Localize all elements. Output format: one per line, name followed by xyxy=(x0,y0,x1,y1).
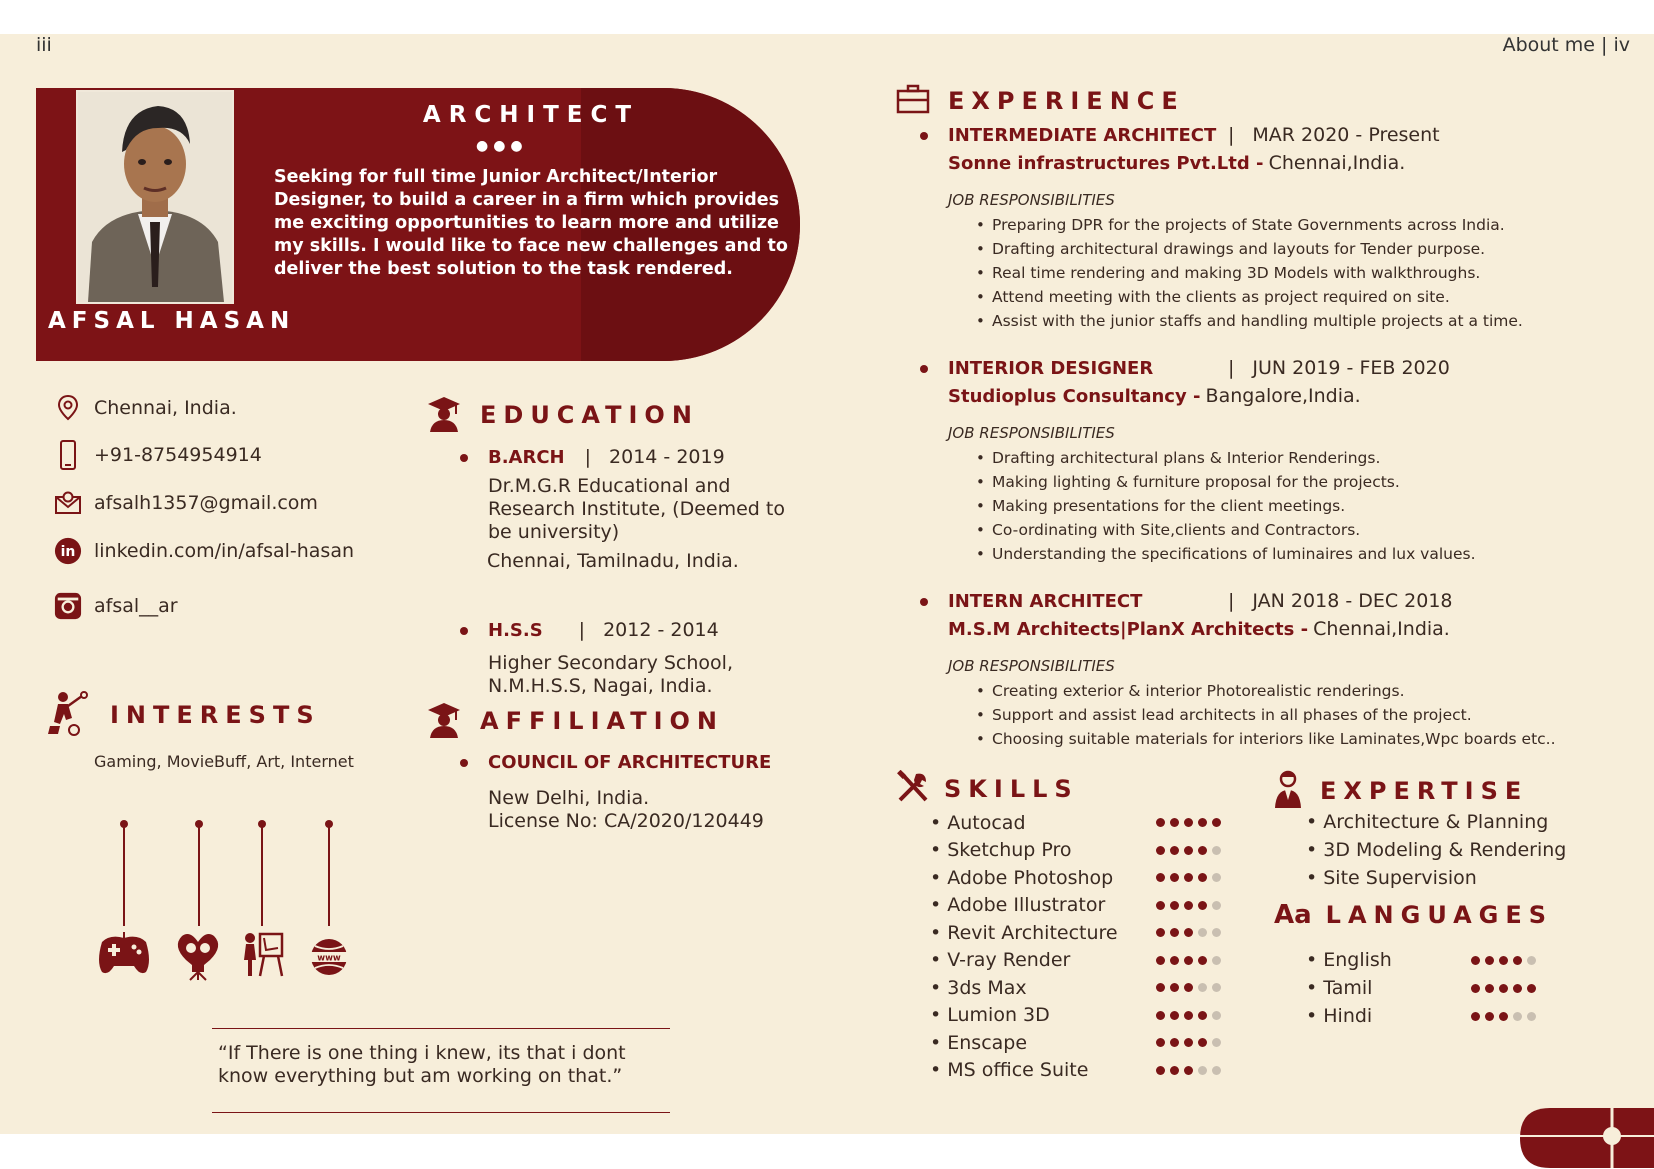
list-item: • Assist with the junior staffs and handling multiple projects at a time. xyxy=(976,309,1620,333)
page-number-left: iii xyxy=(36,34,52,56)
job-responsibilities-label: JOB RESPONSIBILITIES xyxy=(948,424,1115,442)
expertise-heading-text: EXPERTISE xyxy=(1320,777,1529,805)
rating-row xyxy=(930,947,1221,975)
rating-dot-filled xyxy=(1156,1011,1165,1020)
rating-dot-filled xyxy=(1471,956,1480,965)
profile-photo xyxy=(76,90,234,304)
degree-years: 2012 - 2014 xyxy=(603,619,719,641)
rating-row xyxy=(1306,946,1536,974)
rating-dots xyxy=(1156,846,1221,855)
instagram-icon xyxy=(54,592,82,620)
job-responsibilities-list xyxy=(976,213,1620,333)
bullet xyxy=(920,598,928,606)
separator: | xyxy=(584,446,592,468)
rating-label: • Enscape xyxy=(930,1031,1028,1054)
rating-dots xyxy=(1156,901,1221,910)
briefcase-icon xyxy=(896,84,930,118)
education-heading xyxy=(426,394,699,436)
rating-dot-filled xyxy=(1485,956,1494,965)
contact-location-text: Chennai, India. xyxy=(94,397,237,419)
job-responsibilities-list xyxy=(976,679,1620,751)
rating-row xyxy=(1306,974,1536,1002)
rating-row xyxy=(930,809,1221,837)
personal-quote: “If There is one thing i knew, its that i dont know everything but am working on that.” xyxy=(218,1042,626,1087)
profile-photo-illustration xyxy=(78,92,232,302)
svg-text:in: in xyxy=(60,544,76,561)
rating-dot-empty xyxy=(1212,928,1221,937)
rating-dot-filled xyxy=(1198,901,1207,910)
rating-dots xyxy=(1471,984,1536,993)
interests-icons-graphic xyxy=(80,820,380,996)
header-banner xyxy=(36,88,800,361)
resume-page xyxy=(0,34,1654,1134)
rating-dot-empty xyxy=(1527,956,1536,965)
rating-row xyxy=(930,864,1221,892)
affiliation-place: New Delhi, India. xyxy=(488,787,650,809)
degree-years: 2014 - 2019 xyxy=(609,446,725,468)
rating-dots xyxy=(1471,956,1536,965)
languages-list xyxy=(1306,946,1536,1030)
rating-dot-filled xyxy=(1184,1066,1193,1075)
rating-dot-empty xyxy=(1212,846,1221,855)
affiliation-item xyxy=(460,752,800,833)
rating-dot-empty xyxy=(1212,1038,1221,1047)
rating-row xyxy=(930,974,1221,1002)
rating-dot-filled xyxy=(1170,1011,1179,1020)
rating-row xyxy=(930,1029,1221,1057)
graduation-cap-icon xyxy=(426,394,462,436)
location-pin-icon xyxy=(54,394,82,422)
school-place: Chennai, Tamilnadu, India. xyxy=(487,550,739,572)
list-item: • Drafting architectural plans & Interior Renderings. xyxy=(976,446,1620,470)
quote-rule-top xyxy=(212,1028,670,1029)
job-responsibilities-label: JOB RESPONSIBILITIES xyxy=(948,191,1115,209)
rating-dot-filled xyxy=(1170,956,1179,965)
interests-list: Gaming, MovieBuff, Art, Internet xyxy=(94,752,354,771)
company-location: Bangalore,India. xyxy=(1205,385,1361,407)
rating-dot-empty xyxy=(1212,873,1221,882)
rating-label: • Lumion 3D xyxy=(930,1004,1050,1027)
interests-heading-text: INTERESTS xyxy=(110,701,321,729)
contact-email[interactable] xyxy=(54,489,318,517)
job-title: INTERN ARCHITECT xyxy=(948,591,1143,612)
contact-linkedin-text[interactable]: linkedin.com/in/afsal-hasan xyxy=(94,540,355,562)
expertise-heading xyxy=(1274,770,1528,812)
expertise-list xyxy=(1306,808,1566,892)
list-item: • Architecture & Planning xyxy=(1306,811,1549,833)
rating-label: • Revit Architecture xyxy=(930,921,1118,944)
rating-label: • Tamil xyxy=(1306,977,1373,999)
rating-dot-filled xyxy=(1184,956,1193,965)
rating-dot-filled xyxy=(1170,1038,1179,1047)
interests-heading xyxy=(46,690,321,740)
rating-dot-filled xyxy=(1513,956,1522,965)
separator: | xyxy=(1228,124,1235,146)
rating-dots xyxy=(1156,1011,1221,1020)
school-name: Dr.M.G.R Educational and Research Institute, (Deemed to be university) xyxy=(488,475,785,543)
page-number-right: About me | iv xyxy=(1502,34,1630,56)
education-item-barch xyxy=(460,446,800,573)
job-responsibilities-label: JOB RESPONSIBILITIES xyxy=(948,657,1115,675)
rating-dot-filled xyxy=(1485,984,1494,993)
career-objective: Seeking for full time Junior Architect/Interior Designer, to build a career in a firm which provides me exciting opportunities to learn more and utilize my skills. I would like to face new challenges and to deliver the best solution to the task rendered. xyxy=(274,167,788,279)
rating-label: • 3ds Max xyxy=(930,976,1027,999)
rating-dot-filled xyxy=(1184,983,1193,992)
company-location: Chennai,India. xyxy=(1268,152,1406,174)
quote-rule-bottom xyxy=(212,1112,670,1113)
rating-dot-filled xyxy=(1212,818,1221,827)
rating-dots xyxy=(1156,928,1221,937)
rating-label: • Sketchup Pro xyxy=(930,839,1072,862)
rating-label: • Hindi xyxy=(1306,1005,1373,1027)
rating-dot-filled xyxy=(1198,1038,1207,1047)
list-item: • Co-ordinating with Site,clients and Contractors. xyxy=(976,518,1620,542)
www-globe-icon xyxy=(310,939,348,975)
rating-dot-filled xyxy=(1198,873,1207,882)
rating-dot-empty xyxy=(1212,956,1221,965)
job-responsibilities-list xyxy=(976,446,1620,566)
experience-job-3 xyxy=(920,590,1620,751)
list-item: • Support and assist lead architects in all phases of the project. xyxy=(976,703,1620,727)
rating-dot-empty xyxy=(1212,901,1221,910)
rating-dot-filled xyxy=(1184,901,1193,910)
bullet xyxy=(460,627,468,635)
rating-dot-empty xyxy=(1198,983,1207,992)
job-title: INTERMEDIATE ARCHITECT xyxy=(948,125,1217,146)
languages-heading xyxy=(1274,900,1553,930)
movie-camera-icon xyxy=(178,934,218,980)
rating-row xyxy=(930,1057,1221,1085)
rating-dot-empty xyxy=(1198,928,1207,937)
rating-dot-filled xyxy=(1156,983,1165,992)
sports-person-icon xyxy=(46,690,90,740)
job-dates: JAN 2018 - DEC 2018 xyxy=(1252,590,1453,612)
experience-heading-text: EXPERIENCE xyxy=(948,87,1185,115)
rating-dot-filled xyxy=(1198,1011,1207,1020)
rating-row xyxy=(930,837,1221,865)
rating-dot-filled xyxy=(1156,873,1165,882)
list-item: • 3D Modeling & Rendering xyxy=(1306,839,1567,861)
corner-decoration xyxy=(1520,1104,1654,1168)
rating-dot-filled xyxy=(1527,984,1536,993)
list-item: • Attend meeting with the clients as project required on site. xyxy=(976,285,1620,309)
rating-label: • MS office Suite xyxy=(930,1059,1089,1082)
education-item-hss xyxy=(460,619,800,698)
list-item: • Drafting architectural drawings and layouts for Tender purpose. xyxy=(976,237,1620,261)
rating-label: • English xyxy=(1306,949,1392,971)
role-decoration-dots: ●●● xyxy=(476,138,528,154)
rating-dot-filled xyxy=(1198,818,1207,827)
graduation-cap-icon xyxy=(426,700,462,742)
separator: | xyxy=(578,619,586,641)
rating-dot-filled xyxy=(1471,1012,1480,1021)
language-aa-icon: Aa xyxy=(1274,900,1312,930)
job-title: INTERIOR DESIGNER xyxy=(948,358,1154,379)
rating-dots xyxy=(1156,1066,1221,1075)
rating-dot-filled xyxy=(1499,984,1508,993)
degree-title: H.S.S xyxy=(488,620,543,641)
rating-dot-filled xyxy=(1156,901,1165,910)
email-icon xyxy=(54,489,82,517)
affiliation-org: COUNCIL OF ARCHITECTURE xyxy=(488,752,772,773)
list-item: • Making presentations for the client meetings. xyxy=(976,494,1620,518)
separator: | xyxy=(1228,590,1235,612)
company-name: Studioplus Consultancy - xyxy=(948,386,1201,407)
interest-connector-lines xyxy=(120,820,333,926)
phone-icon xyxy=(54,441,82,469)
list-item: • Preparing DPR for the projects of State Governments across India. xyxy=(976,213,1620,237)
rating-dot-filled xyxy=(1499,1012,1508,1021)
affiliation-license: License No: CA/2020/120449 xyxy=(488,810,764,832)
rating-dot-filled xyxy=(1156,1066,1165,1075)
education-heading-text: EDUCATION xyxy=(480,401,699,429)
contact-instagram-text[interactable]: afsal__ar xyxy=(94,595,178,617)
degree-title: B.ARCH xyxy=(488,447,565,468)
list-item: • Real time rendering and making 3D Models with walkthroughs. xyxy=(976,261,1620,285)
list-item: • Choosing suitable materials for interiors like Laminates,Wpc boards etc.. xyxy=(976,727,1620,751)
job-dates: JUN 2019 - FEB 2020 xyxy=(1252,357,1450,379)
rating-dot-filled xyxy=(1170,983,1179,992)
experience-heading xyxy=(896,84,1185,118)
list-item: • Understanding the specifications of luminaires and lux values. xyxy=(976,542,1620,566)
rating-label: • Adobe Illustrator xyxy=(930,894,1106,917)
linkedin-icon xyxy=(54,537,82,565)
rating-dot-filled xyxy=(1513,984,1522,993)
rating-dots xyxy=(1156,818,1221,827)
list-item: • Making lighting & furniture proposal for the projects. xyxy=(976,470,1620,494)
separator: | xyxy=(1228,357,1235,379)
rating-dot-empty xyxy=(1212,1066,1221,1075)
rating-dots xyxy=(1471,1012,1536,1021)
rating-dot-filled xyxy=(1170,928,1179,937)
contact-email-text[interactable]: afsalh1357@gmail.com xyxy=(94,492,318,514)
company-name: M.S.M Architects|PlanX Architects - xyxy=(948,619,1309,640)
list-item: • Creating exterior & interior Photorealistic renderings. xyxy=(976,679,1620,703)
bullet xyxy=(460,454,468,462)
job-dates: MAR 2020 - Present xyxy=(1252,124,1440,146)
contact-phone-text: +91-8754954914 xyxy=(94,444,262,466)
rating-dot-empty xyxy=(1527,1012,1536,1021)
art-easel-icon xyxy=(244,933,282,976)
rating-dots xyxy=(1156,1038,1221,1047)
skills-heading xyxy=(896,770,1079,808)
rating-dot-filled xyxy=(1499,956,1508,965)
rating-dots xyxy=(1156,873,1221,882)
rating-label: • Autocad xyxy=(930,811,1026,834)
rating-dot-filled xyxy=(1184,1011,1193,1020)
rating-dot-filled xyxy=(1170,1066,1179,1075)
person-icon xyxy=(1274,770,1302,812)
rating-dot-filled xyxy=(1156,928,1165,937)
rating-label: • V-ray Render xyxy=(930,949,1071,972)
contact-phone xyxy=(54,441,262,469)
contact-location xyxy=(54,394,237,422)
contact-linkedin[interactable] xyxy=(54,537,354,565)
experience-job-1 xyxy=(920,124,1620,333)
bullet xyxy=(920,132,928,140)
contact-instagram[interactable] xyxy=(54,592,178,620)
tools-icon xyxy=(896,770,930,808)
rating-dot-empty xyxy=(1198,1066,1207,1075)
company-location: Chennai,India. xyxy=(1313,618,1450,640)
company-name: Sonne infrastructures Pvt.Ltd - xyxy=(948,153,1264,174)
gamepad-icon xyxy=(99,932,149,973)
rating-label: • Adobe Photoshop xyxy=(930,866,1114,889)
rating-dot-filled xyxy=(1170,873,1179,882)
rating-row xyxy=(1306,1002,1536,1030)
rating-dot-empty xyxy=(1212,1011,1221,1020)
rating-dot-empty xyxy=(1212,983,1221,992)
candidate-name: AFSAL HASAN xyxy=(48,308,296,334)
affiliation-heading xyxy=(426,700,724,742)
rating-dot-filled xyxy=(1156,1038,1165,1047)
bullet xyxy=(460,759,468,767)
rating-row xyxy=(930,919,1221,947)
rating-dots xyxy=(1156,983,1221,992)
rating-dot-filled xyxy=(1156,956,1165,965)
rating-dot-empty xyxy=(1513,1012,1522,1021)
languages-heading-text: LANGUAGES xyxy=(1325,901,1554,929)
school-name: Higher Secondary School, N.M.H.S.S, Nagai, India. xyxy=(488,652,733,697)
rating-dot-filled xyxy=(1471,984,1480,993)
job-role-title: ARCHITECT xyxy=(422,102,640,128)
rating-dot-filled xyxy=(1184,1038,1193,1047)
rating-dot-filled xyxy=(1198,846,1207,855)
experience-job-2 xyxy=(920,357,1620,566)
list-item: • Site Supervision xyxy=(1306,867,1477,889)
rating-dot-filled xyxy=(1184,873,1193,882)
rating-dots xyxy=(1156,956,1221,965)
affiliation-heading-text: AFFILIATION xyxy=(480,707,725,735)
rating-dot-filled xyxy=(1485,1012,1494,1021)
rating-dot-filled xyxy=(1170,901,1179,910)
bullet xyxy=(920,365,928,373)
svg-text:www: www xyxy=(317,953,341,964)
rating-row xyxy=(930,892,1221,920)
rating-row xyxy=(930,1002,1221,1030)
rating-dot-filled xyxy=(1198,956,1207,965)
rating-dot-filled xyxy=(1170,818,1179,827)
rating-dot-filled xyxy=(1156,846,1165,855)
skills-heading-text: SKILLS xyxy=(944,775,1079,803)
rating-dot-filled xyxy=(1184,928,1193,937)
skills-list xyxy=(930,809,1221,1084)
rating-dot-filled xyxy=(1156,818,1165,827)
rating-dot-filled xyxy=(1184,818,1193,827)
rating-dot-filled xyxy=(1170,846,1179,855)
rating-dot-filled xyxy=(1184,846,1193,855)
